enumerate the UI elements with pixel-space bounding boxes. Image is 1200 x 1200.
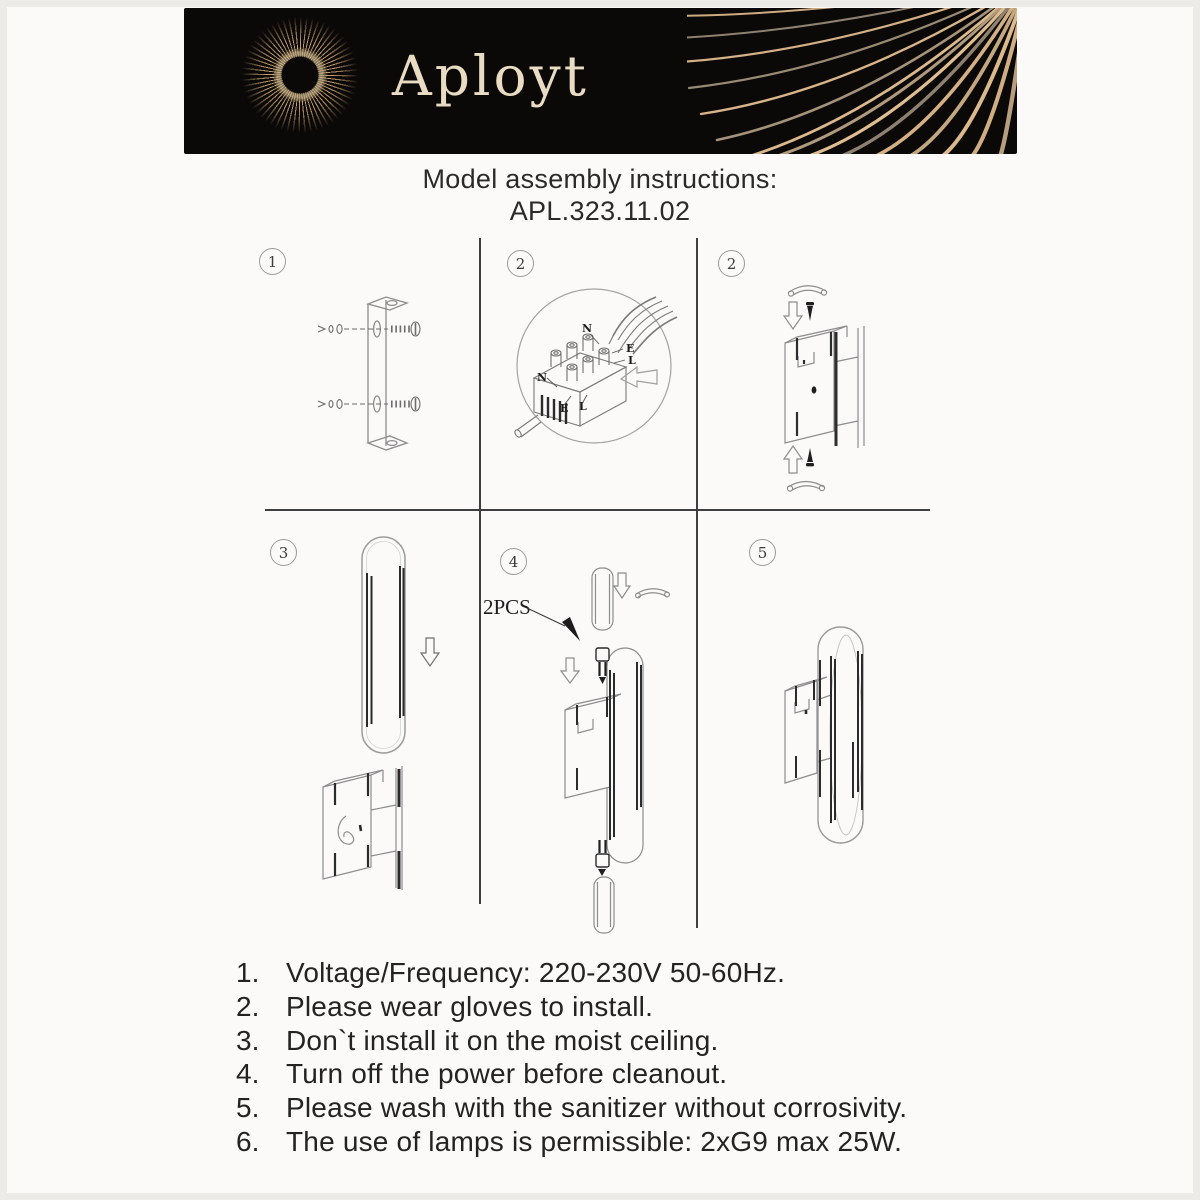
instruction-item-5 xyxy=(236,1091,907,1125)
instruction-number: 4. xyxy=(236,1058,260,1090)
instruction-text: Please wear gloves to install. xyxy=(286,990,654,1022)
instruction-number: 6. xyxy=(236,1125,260,1157)
instruction-item-6 xyxy=(236,1125,907,1159)
brand-name: Aployt xyxy=(392,44,589,108)
page-title: Model assembly instructions: xyxy=(422,164,778,194)
step3-frame-diagram xyxy=(240,510,480,950)
step-number-5: 5 xyxy=(749,539,776,566)
instruction-number: 5. xyxy=(236,1092,260,1124)
step5-assembled-diagram xyxy=(700,510,940,950)
arrow-up-icon xyxy=(784,446,802,473)
wire-label-n-in: N xyxy=(582,322,593,335)
brand-banner xyxy=(184,8,1017,154)
ray-fan-decoration-icon xyxy=(687,8,1017,154)
callout-2pcs: 2PCS xyxy=(483,595,531,619)
wire-label-n-out: N xyxy=(537,371,548,384)
instruction-number: 3. xyxy=(236,1024,260,1056)
instruction-text: The use of lamps is permissible: 2xG9 max 25W. xyxy=(286,1125,903,1157)
step-number-1: 1 xyxy=(259,248,286,275)
model-number: APL.323.11.02 xyxy=(509,196,691,226)
step-number-2b: 2 xyxy=(718,250,745,277)
instruction-item-2 xyxy=(236,990,907,1024)
instruction-text: Voltage/Frequency: 220-230V 50-60Hz. xyxy=(286,957,786,988)
arrow-down-icon xyxy=(614,573,630,598)
step-number-4: 4 xyxy=(500,548,527,575)
instruction-text: Turn off the power before cleanout. xyxy=(286,1058,728,1090)
wire-label-l-out: L xyxy=(579,400,587,413)
instruction-item-4 xyxy=(236,1057,907,1091)
sunburst-logo-icon xyxy=(240,15,360,135)
instruction-text: Don`t install it on the moist ceiling. xyxy=(286,1024,719,1056)
step-number-3: 3 xyxy=(270,539,297,566)
step2-wiring-diagram xyxy=(480,240,700,510)
wire-label-l-in: L xyxy=(628,354,636,367)
wire-label-e-out: E xyxy=(560,402,569,415)
arrow-down-icon xyxy=(784,302,802,329)
arrow-down-icon xyxy=(561,658,579,683)
instruction-number: 2. xyxy=(236,990,260,1022)
wire-label-e-in: E xyxy=(626,342,635,355)
callout-arrowhead-icon xyxy=(562,617,580,641)
step4-bulbs-diagram xyxy=(480,510,700,950)
step1-wall-bracket-diagram xyxy=(240,240,480,510)
instruction-number: 1. xyxy=(236,957,260,988)
step-number-2a: 2 xyxy=(507,250,534,277)
instruction-list xyxy=(236,956,907,1159)
instruction-item-1 xyxy=(236,956,907,990)
step2-mounting-diagram xyxy=(700,240,940,510)
instruction-item-3 xyxy=(236,1024,907,1058)
arrow-down-icon xyxy=(421,638,439,666)
instruction-text: Please wash with the sanitizer without corrosivity. xyxy=(286,1092,908,1124)
